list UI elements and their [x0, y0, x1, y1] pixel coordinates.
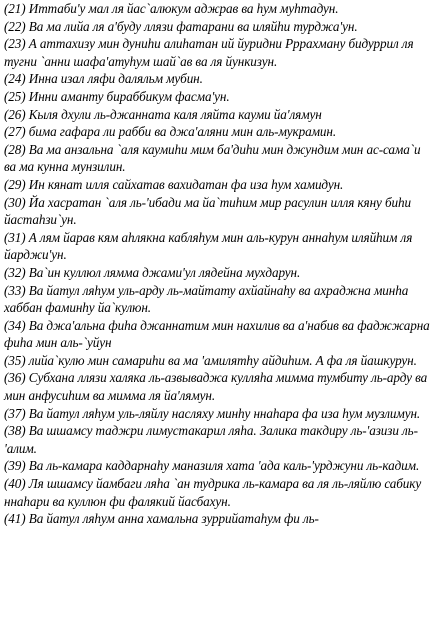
- verse-1: (21) Иттаби'у мал ля йас`алюкум аджрав ва һум муһтадун.: [4, 1, 339, 16]
- verse-7: (27) бима гафара ли рабби ва джа'аляни мин аль-мукрамин.: [4, 124, 337, 140]
- verse-16: (36) Субхана ллязи халяка ль-азвываджа кулляһа мимма тумбиту ль-арду ва мин анфусиһим ва мимма ля йа'лямун.: [4, 370, 428, 404]
- verse-6: (26) Кыля дхули ль-джанната каля ляйта кауми йа'лямун: [4, 106, 322, 122]
- verse-11: (31) А лям йарав кям аһлякна кабляһум мин аль-курун аннаһум иляйһим ля йарджи'ун.: [4, 229, 413, 263]
- verse-15: (35) лийа`кулю мин самариһи ва ма 'амилятһу айдиһим. А фа ля йашкурун.: [4, 352, 417, 368]
- verse-2: (22) Ва ма лийа ля а'буду ллязи фатарани ва иляйһи турджа'ун.: [4, 18, 358, 34]
- verse-19: (39) Ва ль-камара каддарнаһу маназиля хата 'ада каль-'урджуни ль-кадим.: [4, 458, 420, 474]
- verse-3: (23) А аттахизу мин дуниһи алиһатан ий йуридни Рррахману бидуррил ля тугни `анни шафа'атуһум шай`ав ва ля йункизун.: [4, 36, 414, 69]
- verse-20: (40) Ля шшамсу йамбаги ляһа `ан тудрика ль-камара ва ля ль-ляйлю сабику ннаһари ва куллюн фи фалякий йасбахун.: [4, 476, 422, 509]
- verse-18: (38) Ва шшамсу таджри лимустакарил ляһа. Залика такдиру ль-'азизи ль-'алим.: [4, 423, 418, 456]
- verse-12: (32) Ва`ин куллюл лямма джами'ул лядейна мухдарун.: [4, 264, 301, 280]
- verse-13: (33) Ва йатул ляһум уль-арду ль-майтату ахйайнаһу ва ахраджна минһа хаббан фаминһу йа`кулюн.: [4, 282, 409, 316]
- verse-5: (25) Инни аманту бираббикум фасма'ун.: [4, 88, 230, 104]
- verse-14: (34) Ва джа'альна фиһа джаннатим мин нахилив ва а'набив ва фаджжарна фиһа мин аль-`уйун: [4, 317, 430, 351]
- verse-4: (24) Инна изал ляфи даляльм мубин.: [4, 71, 203, 87]
- verse-21: (41) Ва йатул ляһум анна хамальна зуррийатаһум фи ль-: [4, 511, 319, 527]
- verse-17: (37) Ва йатул ляһум уль-ляйлу насляху минһу ннаһара фа иза һум музлимун.: [4, 405, 421, 421]
- verse-9: (29) Ин кянат илля сайхатав вахидатан фа иза һум хамидун.: [4, 176, 344, 192]
- verse-10: (30) Йа хасратан `аля ль-'ибади ма йа`тиһим мир расулин илля кяну биһи йастаһзи`ун.: [4, 194, 411, 228]
- verse-8: (28) Ва ма анзальна `аля каумиһи мим ба'диһи мин джундим мин ас-сама`и ва ма кунна мунзилин.: [4, 141, 421, 175]
- verse-list: [4, 0, 430, 528]
